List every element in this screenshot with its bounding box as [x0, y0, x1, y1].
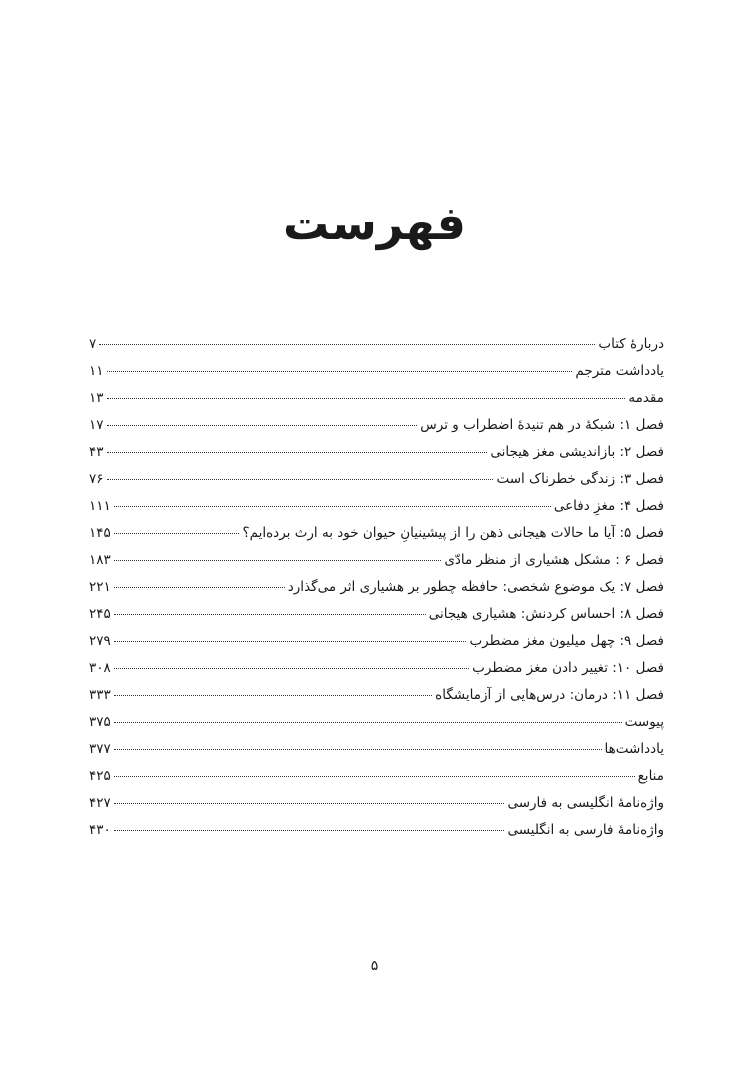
toc-entry-page: ۲۴۵	[89, 606, 111, 622]
dot-leader	[114, 776, 635, 777]
toc-entry	[89, 682, 664, 709]
toc-entry-label: پیوست	[624, 714, 664, 730]
toc-entry-label: فصل ۹: چهل میلیون مغز مضطرب	[469, 633, 664, 649]
toc-entry-label: مقدمه	[628, 390, 664, 406]
toc-entry	[89, 790, 664, 817]
toc-entry	[89, 439, 664, 466]
toc-entry	[89, 817, 664, 844]
dot-leader	[107, 479, 494, 480]
toc-entry-page: ۱۸۳	[89, 552, 111, 568]
toc-entry-page: ۳۳۳	[89, 687, 111, 703]
page-title: فهرست	[282, 196, 467, 250]
toc-entry-page: ۲۷۹	[89, 633, 111, 649]
toc-entry	[89, 520, 664, 547]
toc-entry-page: ۳۰۸	[89, 660, 111, 676]
dot-leader	[114, 506, 551, 507]
toc-entry-label: دربارهٔ کتاب	[598, 336, 664, 352]
toc-entry-label: فصل ۷: یک موضوع شخصی: حافظه چطور بر هشیاری اثر می‌گذارد	[287, 579, 664, 595]
toc-entry	[89, 628, 664, 655]
toc-entry-label: منابع	[637, 768, 664, 784]
toc-entry-label: فصل ۴: مغزِ دفاعی	[553, 498, 664, 514]
toc-entry-page: ۴۲۵	[89, 768, 111, 784]
toc-entry-page: ۳۷۵	[89, 714, 111, 730]
toc-entry-page: ۱۷	[89, 417, 104, 433]
dot-leader	[114, 668, 469, 669]
dot-leader	[114, 533, 240, 534]
toc-entry	[89, 358, 664, 385]
toc-entry-label: یادداشت مترجم	[575, 363, 664, 379]
dot-leader	[107, 398, 626, 399]
toc-entry	[89, 385, 664, 412]
dot-leader	[107, 452, 488, 453]
toc-entry-page: ۱۱۱	[89, 498, 111, 514]
toc-entry-page: ۳۷۷	[89, 741, 111, 757]
dot-leader	[114, 695, 432, 696]
toc-entry-label: فصل ۸: احساس کردنش: هشیاری هیجانی	[428, 606, 664, 622]
dot-leader	[114, 614, 426, 615]
toc-entry	[89, 655, 664, 682]
dot-leader	[99, 344, 595, 345]
dot-leader	[114, 722, 622, 723]
toc-entry	[89, 493, 664, 520]
toc-entry	[89, 547, 664, 574]
toc-entry	[89, 709, 664, 736]
page-number: ۵	[370, 958, 379, 974]
toc-entry-page: ۴۲۷	[89, 795, 111, 811]
toc-entry-page: ۴۳	[89, 444, 104, 460]
toc-entry	[89, 574, 664, 601]
dot-leader	[114, 803, 505, 804]
toc-entry	[89, 601, 664, 628]
toc-entry-label: فصل ۶ : مشکل هشیاری از منظر مادّی	[444, 552, 664, 568]
toc-entry-label: واژه‌نامهٔ انگلیسی به فارسی	[507, 795, 664, 811]
table-of-contents	[89, 331, 664, 844]
toc-entry-label: فصل ۱۱: درمان: درس‌هایی از آزمایشگاه	[435, 687, 664, 703]
dot-leader	[114, 641, 467, 642]
dot-leader	[107, 425, 418, 426]
toc-entry	[89, 763, 664, 790]
toc-entry-page: ۴۳۰	[89, 822, 111, 838]
dot-leader	[114, 749, 602, 750]
toc-entry	[89, 331, 664, 358]
toc-entry-page: ۷۶	[89, 471, 104, 487]
toc-entry-page: ۱۴۵	[89, 525, 111, 541]
toc-entry-label: فصل ۱۰: تغییر دادن مغز مضطرب	[472, 660, 664, 676]
toc-entry-page: ۱۳	[89, 390, 104, 406]
toc-entry	[89, 736, 664, 763]
toc-entry	[89, 412, 664, 439]
toc-entry-page: ۲۲۱	[89, 579, 111, 595]
toc-entry	[89, 466, 664, 493]
dot-leader	[107, 371, 573, 372]
toc-entry-page: ۷	[89, 336, 97, 352]
dot-leader	[114, 830, 505, 831]
dot-leader	[114, 560, 442, 561]
toc-entry-label: فصل ۳: زندگی خطرناک است	[496, 471, 664, 487]
dot-leader	[114, 587, 285, 588]
toc-entry-page: ۱۱	[89, 363, 104, 379]
toc-entry-label: فصل ۱: شبکهٔ در هم تنیدهٔ اضطراب و ترس	[420, 417, 664, 433]
toc-entry-label: واژه‌نامهٔ فارسی به انگلیسی	[507, 822, 664, 838]
toc-entry-label: فصل ۲: بازاندیشی مغز هیجانی	[490, 444, 664, 460]
toc-entry-label: فصل ۵: آیا ما حالات هیجانی ذهن را از پیشینیانِ حیوان خود به ارث برده‌ایم؟	[242, 525, 664, 541]
toc-entry-label: یادداشت‌ها	[604, 741, 664, 757]
